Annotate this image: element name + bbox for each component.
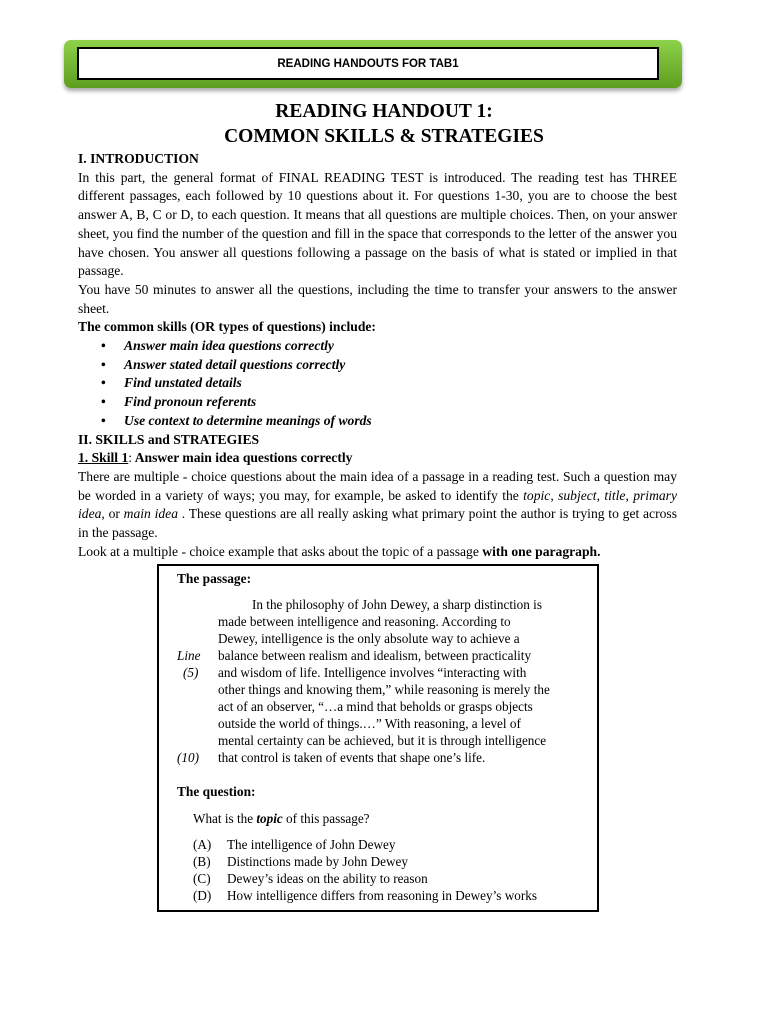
question-text: What is the topic of this passage? (193, 811, 370, 826)
skill1-title: Answer main idea questions correctly (134, 450, 353, 466)
passage-line: balance between realism and idealism, between practicality (218, 648, 532, 663)
passage-line: act of an observer, “…a mind that beholds or grasps objects (218, 699, 533, 714)
passage-line: and wisdom of life. Intelligence involves “interacting with (218, 665, 527, 680)
time-paragraph: You have 50 minutes to answer all the questions, including the time to transfer your answers to the answer sheet. (78, 281, 677, 316)
question-label: The question: (177, 784, 256, 799)
passage-line: outside the world of things.…” With reasoning, a level of (218, 716, 521, 731)
skill-item: • Find unstated details (78, 374, 677, 393)
section-heading-skills: II. SKILLS and STRATEGIES (78, 431, 260, 447)
passage-line: other things and knowing them,” while reasoning is merely the (218, 682, 550, 697)
handout-subtitle: COMMON SKILLS & STRATEGIES (224, 126, 544, 147)
section-heading-introduction: I. INTRODUCTION (78, 151, 199, 166)
answer-options (193, 836, 537, 904)
skills-intro: The common skills (OR types of questions) include: (78, 319, 376, 335)
line-number-10: (10) (177, 750, 199, 765)
skill1-heading: 1. Skill 1: Answer main idea questions correctly (78, 450, 353, 466)
answer-option: (C) Dewey’s ideas on the ability to reason (193, 871, 428, 886)
passage-line: In the philosophy of John Dewey, a sharp distinction is (252, 597, 542, 612)
skill1-label: 1. Skill 1 (78, 450, 129, 466)
main-idea-paragraph: There are multiple - choice questions about the main idea of a passage in a reading test. Such a question may be worded in a variety of ways; you may, for example, be asked to identify the topic, subject, title, primary idea, or main idea . These questions are all really asking what primary point the author is trying to get across in the passage. (78, 468, 678, 541)
skill-item: • Use context to determine meanings of words (78, 412, 677, 431)
intro-paragraph: In this part, the general format of FINAL READING TEST is introduced. The reading test has THREE different passages, each followed by 10 questions about it. For questions 1-30, you are to choose the best answer A, B, C or D, to each question. It means that all questions are multiple choices. Then, on your answer sheet, you find the number of the question and fill in the space that corresponds to the letter of the answer you have chosen. You answer all questions following a passage on the basis of what is stated or implied in that passage. (78, 169, 677, 279)
passage-text (218, 596, 593, 766)
line-number-5: (5) (183, 665, 199, 680)
passage-label: The passage: (177, 571, 252, 586)
passage-line: made between intelligence and reasoning. According to (218, 614, 511, 629)
skill-item: • Answer stated detail questions correctly (78, 356, 677, 375)
bullet-icon: • (101, 412, 106, 428)
handout-title: READING HANDOUT 1: (275, 101, 493, 122)
banner-title: READING HANDOUTS FOR TAB1 (77, 47, 659, 80)
bullet-icon: • (101, 394, 106, 410)
example-intro: Look at a multiple - choice example that asks about the topic of a passage with one paragraph. (78, 543, 601, 559)
line-label: Line (177, 648, 201, 663)
bullet-icon: • (101, 356, 106, 372)
answer-option: (A) The intelligence of John Dewey (193, 837, 396, 852)
bullet-icon: • (101, 375, 106, 391)
answer-option: (B) Distinctions made by John Dewey (193, 854, 408, 869)
document-body (78, 150, 677, 561)
header-banner (64, 40, 682, 88)
bullet-icon: • (101, 338, 106, 354)
skills-list (78, 337, 677, 431)
answer-option: (D) How intelligence differs from reasoning in Dewey’s works (193, 888, 537, 903)
passage-line: Dewey, intelligence is the only absolute way to achieve a (218, 631, 520, 646)
passage-line: mental certainty can be achieved, but it is through intelligence (218, 733, 547, 748)
skill-item: • Answer main idea questions correctly (78, 337, 677, 356)
example-box (157, 564, 599, 912)
skill-item: • Find pronoun referents (78, 393, 677, 412)
passage-line: that control is taken of events that shape one’s life. (218, 750, 486, 765)
